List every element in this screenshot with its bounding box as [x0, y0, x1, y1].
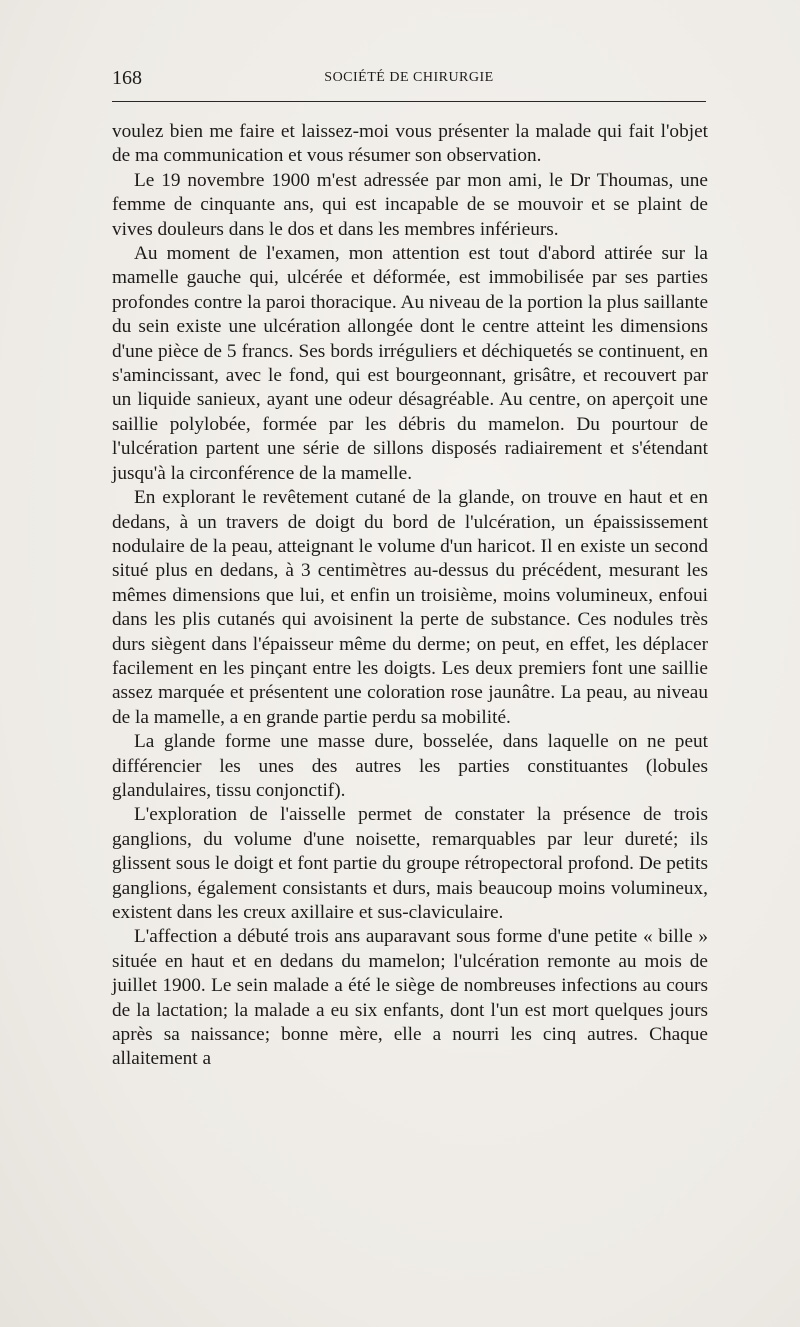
page-header	[112, 64, 706, 92]
paragraph: L'affection a débuté trois ans auparavant sous forme d'une petite « bille » située en haut et en dedans du mamelon; l'ulcération remonte au mois de juillet 1900. Le sein malade a été le siège de nombreuses infections au cours de la lactation; la malade a eu six enfants, dont l'un est mort quelques jours après sa naissance; bonne mère, elle a nourri les cinq autres. Chaque allaitement a	[112, 926, 708, 1070]
running-head: SOCIÉTÉ DE CHIRURGIE	[324, 70, 494, 85]
body-text	[112, 120, 708, 1072]
page-number: 168	[112, 67, 142, 89]
paragraph: La glande forme une masse dure, bosselée, dans laquelle on ne peut différencier les unes des autres les parties constituantes (lobules glandulaires, tissu conjonctif).	[112, 731, 708, 801]
paragraph: Au moment de l'examen, mon attention est tout d'abord attirée sur la mamelle gauche qui, ulcérée et déformée, est immobilisée par ses parties profondes contre la paroi thoracique. Au niveau de la portion la plus saillante du sein existe une ulcération allongée dont le centre atteint les dimensions d'une pièce de 5 francs. Ses bords irréguliers et déchiquetés se continuent, en s'amincissant, avec le fond, qui est bourgeonnant, grisâtre, et recouvert par un liquide sanieux, ayant une odeur désagréable. Au centre, on aperçoit une saillie polylobée, formée par les débris du mamelon. Du pourtour de l'ulcération partent une série de sillons disposés radiairement et s'étendant jusqu'à la circonférence de la mamelle.	[112, 243, 708, 484]
paragraph: Le 19 novembre 1900 m'est adressée par mon ami, le Dr Thoumas, une femme de cinquante ans, qui est incapable de se mouvoir et se plaint de vives douleurs dans le dos et dans les membres inférieurs.	[112, 169, 708, 240]
header-rule	[112, 101, 706, 102]
paragraph: voulez bien me faire et laissez-moi vous présenter la malade qui fait l'objet de ma communication et vous résumer son observation.	[112, 121, 708, 167]
paragraph: L'exploration de l'aisselle permet de constater la présence de trois ganglions, du volume d'une noisette, remarquables par leur dureté; ils glissent sous le doigt et font partie du groupe rétropectoral profond. De petits ganglions, également consistants et durs, mais beaucoup moins volumineux, existent dans les creux axillaire et sus-claviculaire.	[112, 804, 708, 923]
paragraph: En explorant le revêtement cutané de la glande, on trouve en haut et en dedans, à un travers de doigt du bord de l'ulcération, un épaississement nodulaire de la peau, atteignant le volume d'un haricot. Il en existe un second situé plus en dedans, à 3 centimètres au-dessus du précédent, mesurant les mêmes dimensions que lui, et enfin un troisième, moins volumineux, enfoui dans les plis cutanés qui avoisinent la perte de substance. Ces nodules très durs siègent dans l'épaisseur même du derme; on peut, en effet, les déplacer facilement en les pinçant entre les doigts. Les deux premiers font une saillie assez marquée et présentent une coloration rose jaunâtre. La peau, au niveau de la mamelle, a en grande partie perdu sa mobilité.	[112, 487, 708, 728]
